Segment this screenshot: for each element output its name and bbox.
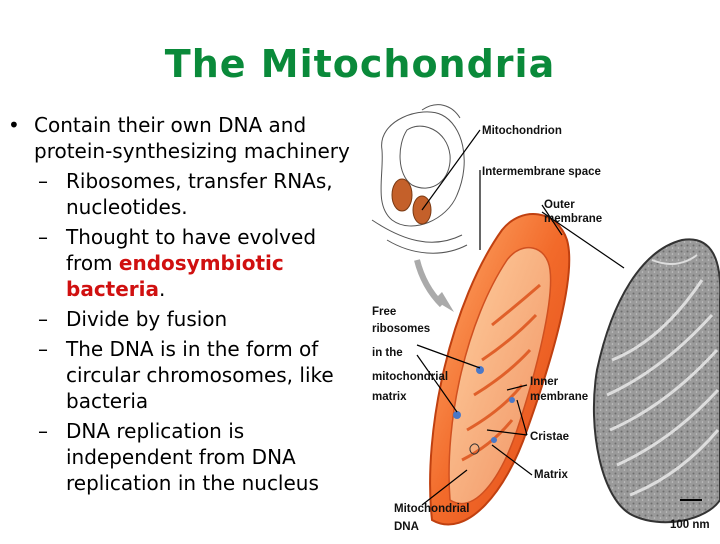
sub-bullet-2 — [0, 224, 360, 302]
sub-bullet-text: The DNA is in the form of circular chromosomes, like bacteria — [66, 337, 334, 413]
label-free: Free — [372, 306, 397, 318]
dash-marker: – — [38, 169, 48, 193]
small-mito-1 — [392, 179, 412, 211]
dash-marker: – — [38, 419, 48, 443]
label-outer-membrane: membrane — [544, 213, 603, 225]
cell-sketch — [372, 105, 467, 254]
label-intermembrane-space: Intermembrane space — [482, 166, 601, 178]
label-mitochondrial: mitochondrial — [372, 371, 449, 383]
mitochondrion-figure — [362, 100, 720, 540]
label-matrix: Matrix — [534, 469, 568, 481]
label-matrix-free: matrix — [372, 391, 407, 403]
sub-bullet-text: DNA replication is independent from DNA replication in the nucleus — [66, 419, 319, 495]
label-mitochondrial-dna: Mitochondrial — [394, 503, 470, 515]
scale-label: 100 nm — [670, 519, 710, 531]
dash-marker: – — [38, 307, 48, 331]
label-ribosomes: ribosomes — [372, 323, 431, 335]
label-inner-membrane: membrane — [530, 391, 589, 403]
label-in-the: in the — [372, 347, 403, 359]
sub-bullet-text: Ribosomes, transfer RNAs, nucleotides. — [66, 169, 333, 219]
sub-bullet-5 — [0, 418, 360, 496]
label-outer: Outer — [544, 199, 575, 211]
sub-bullet-text: Divide by fusion — [66, 307, 228, 331]
electron-micrograph — [594, 239, 720, 522]
main-bullet — [0, 112, 360, 164]
sub-bullet-1 — [0, 168, 360, 220]
slide-title: The Mitochondria — [164, 42, 556, 86]
sub-bullet-suffix: . — [159, 277, 166, 301]
mitochondrion-illustration — [362, 100, 720, 540]
bullet-marker: • — [8, 113, 20, 137]
content-text — [0, 112, 360, 496]
dash-marker: – — [38, 225, 48, 249]
highlight-text: endosymbiotic bacteria — [66, 251, 284, 301]
label-dna: DNA — [394, 521, 419, 533]
dash-marker: – — [38, 337, 48, 361]
main-bullet-text: Contain their own DNA and protein-synthesizing machinery — [34, 113, 350, 163]
sub-bullet-4 — [0, 336, 360, 414]
label-inner: Inner — [530, 376, 559, 388]
sub-bullet-text: Thought to have evolved from — [66, 225, 317, 275]
label-mitochondrion: Mitochondrion — [482, 125, 562, 137]
label-cristae: Cristae — [530, 431, 569, 443]
sub-bullet-3 — [0, 306, 360, 332]
